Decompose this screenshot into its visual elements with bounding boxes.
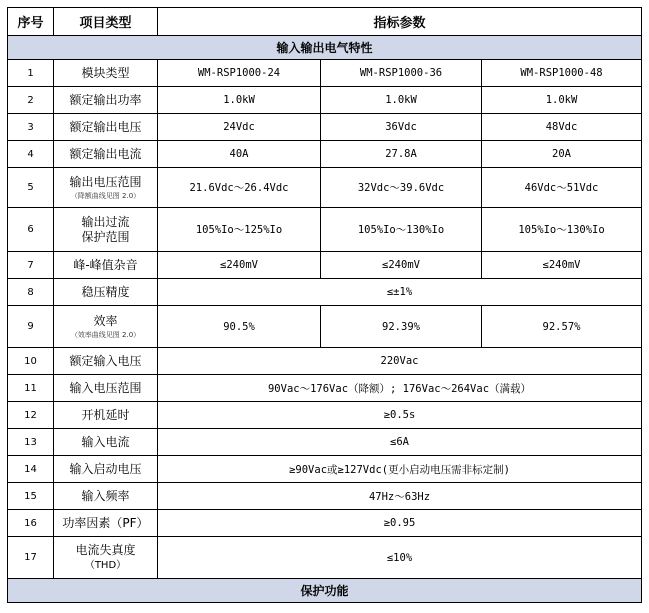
section-protection-title: 保护功能 <box>8 579 642 603</box>
value-cell: 20A <box>482 141 642 168</box>
row-name-text: 输出电压范围 <box>69 174 142 189</box>
table-row <box>8 114 642 141</box>
row-number: 14 <box>8 456 54 483</box>
row-name-line-2: 保护范围 <box>81 229 130 244</box>
row-number: 10 <box>8 348 54 375</box>
header-item: 项目类型 <box>54 8 158 36</box>
row-number: 17 <box>8 537 54 579</box>
row-number: 16 <box>8 510 54 537</box>
value-cell: WM-RSP1000-48 <box>482 60 642 87</box>
section-row <box>8 579 642 603</box>
row-name <box>54 208 158 252</box>
row-number: 3 <box>8 114 54 141</box>
table-row <box>8 348 642 375</box>
row-number: 7 <box>8 252 54 279</box>
table-row <box>8 141 642 168</box>
value-cell: 1.0kW <box>482 87 642 114</box>
value-cell: 92.57% <box>482 306 642 348</box>
row-name-line-2: （THD） <box>84 559 127 571</box>
spec-table <box>7 7 642 603</box>
value-cell: 105%Io～125%Io <box>158 208 321 252</box>
row-number: 13 <box>8 429 54 456</box>
row-name: 额定输出功率 <box>54 87 158 114</box>
table-row <box>8 208 642 252</box>
row-name: 开机延时 <box>54 402 158 429</box>
row-name: 输入启动电压 <box>54 456 158 483</box>
row-name <box>54 168 158 208</box>
value-cell: 105%Io～130%Io <box>482 208 642 252</box>
table-row <box>8 456 642 483</box>
value-cell: 36Vdc <box>321 114 482 141</box>
value-cell: 46Vdc～51Vdc <box>482 168 642 208</box>
table-row <box>8 279 642 306</box>
table-row <box>8 510 642 537</box>
value-cell-merged: ≤±1% <box>158 279 642 306</box>
row-name: 模块类型 <box>54 60 158 87</box>
value-cell-merged: ≤10% <box>158 537 642 579</box>
value-cell: 24Vdc <box>158 114 321 141</box>
row-name: 输入电压范围 <box>54 375 158 402</box>
header-row <box>8 8 642 36</box>
row-number: 15 <box>8 483 54 510</box>
row-name-line-1: 输出过流 <box>81 214 130 229</box>
table-row <box>8 402 642 429</box>
value-cell: 48Vdc <box>482 114 642 141</box>
row-name-line-1: 电流失真度 <box>75 542 136 557</box>
section-io-title: 输入输出电气特性 <box>8 36 642 60</box>
value-cell: 21.6Vdc～26.4Vdc <box>158 168 321 208</box>
value-cell-merged: 47Hz～63Hz <box>158 483 642 510</box>
row-name: 输入频率 <box>54 483 158 510</box>
value-cell: WM-RSP1000-24 <box>158 60 321 87</box>
table-row <box>8 87 642 114</box>
value-cell-merged: 220Vac <box>158 348 642 375</box>
table-row <box>8 252 642 279</box>
row-name: 输入电流 <box>54 429 158 456</box>
value-cell: ≤240mV <box>158 252 321 279</box>
row-number: 9 <box>8 306 54 348</box>
row-name: 额定输出电流 <box>54 141 158 168</box>
row-name <box>54 537 158 579</box>
table-row <box>8 537 642 579</box>
row-name: 稳压精度 <box>54 279 158 306</box>
row-name: 峰-峰值杂音 <box>54 252 158 279</box>
value-cell: 27.8A <box>321 141 482 168</box>
value-cell-merged: ≤6A <box>158 429 642 456</box>
row-name: 功率因素（PF） <box>54 510 158 537</box>
value-cell: 92.39% <box>321 306 482 348</box>
row-number: 2 <box>8 87 54 114</box>
row-number: 1 <box>8 60 54 87</box>
row-name <box>54 306 158 348</box>
row-number: 6 <box>8 208 54 252</box>
row-name: 额定输入电压 <box>54 348 158 375</box>
table-row <box>8 60 642 87</box>
value-cell: 105%Io～130%Io <box>321 208 482 252</box>
value-cell: 40A <box>158 141 321 168</box>
value-cell-merged: ≥0.95 <box>158 510 642 537</box>
header-no: 序号 <box>8 8 54 36</box>
row-name: 额定输出电压 <box>54 114 158 141</box>
value-cell: 90.5% <box>158 306 321 348</box>
table-row <box>8 306 642 348</box>
value-cell: ≤240mV <box>321 252 482 279</box>
value-cell: 32Vdc～39.6Vdc <box>321 168 482 208</box>
row-number: 8 <box>8 279 54 306</box>
row-number: 5 <box>8 168 54 208</box>
header-params: 指标参数 <box>158 8 642 36</box>
row-number: 11 <box>8 375 54 402</box>
row-number: 12 <box>8 402 54 429</box>
row-note: （效率曲线见图 2.0） <box>70 330 141 339</box>
section-row <box>8 36 642 60</box>
value-cell-merged: 90Vac～176Vac（降额）; 176Vac～264Vac（满载） <box>158 375 642 402</box>
table-row <box>8 483 642 510</box>
value-cell: ≤240mV <box>482 252 642 279</box>
row-number: 4 <box>8 141 54 168</box>
row-name-text: 效率 <box>93 313 118 328</box>
row-note: （降额曲线见图 2.0） <box>70 191 141 200</box>
table-row <box>8 168 642 208</box>
value-cell: WM-RSP1000-36 <box>321 60 482 87</box>
table-row <box>8 375 642 402</box>
value-cell: 1.0kW <box>158 87 321 114</box>
value-cell-merged: ≥0.5s <box>158 402 642 429</box>
table-row <box>8 429 642 456</box>
value-cell: 1.0kW <box>321 87 482 114</box>
value-cell-merged: ≥90Vac或≥127Vdc(更小启动电压需非标定制) <box>158 456 642 483</box>
